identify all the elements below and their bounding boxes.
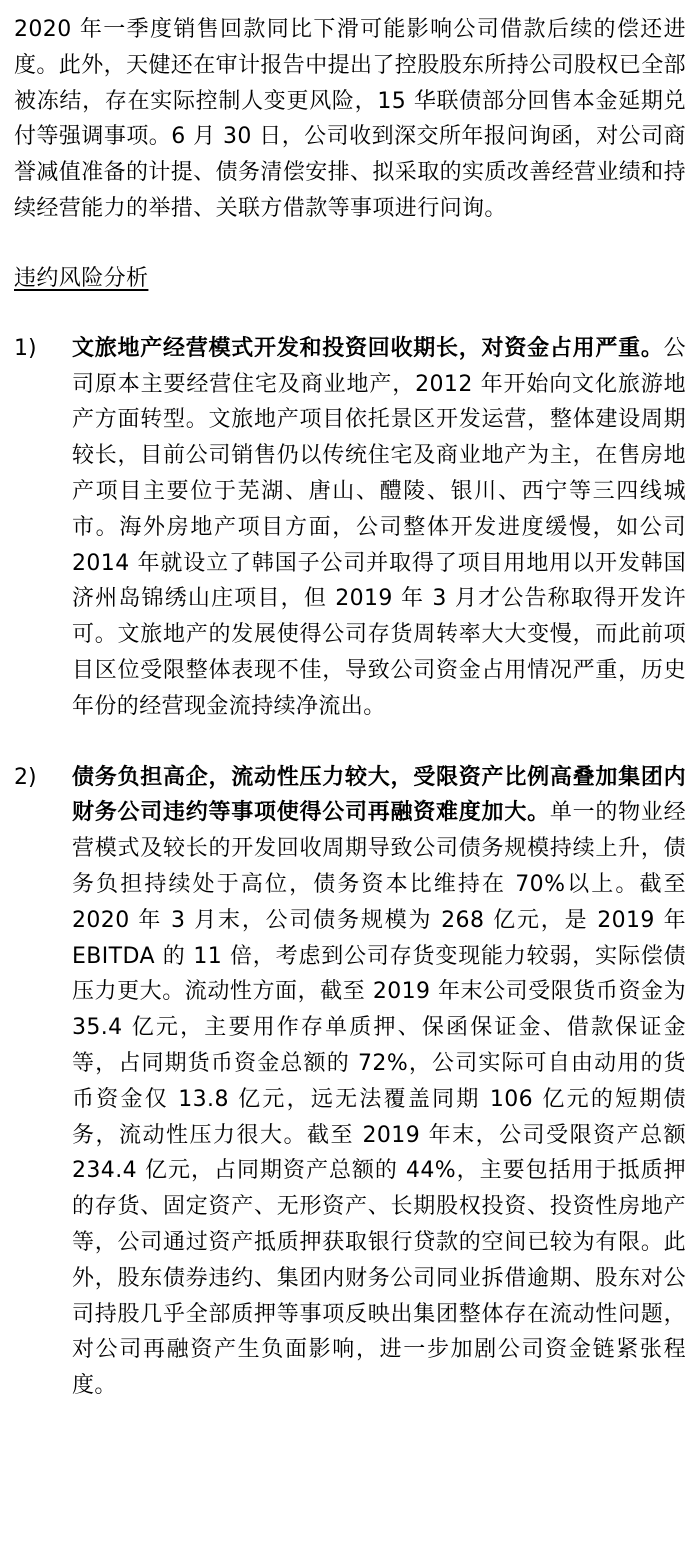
list-item bbox=[14, 331, 686, 725]
list-item-number: 1) bbox=[14, 335, 37, 361]
risk-list bbox=[14, 331, 686, 1404]
intro-paragraph: 2020 年一季度销售回款同比下滑可能影响公司借款后续的偿还进度。此外，天健还在审计报告中提出了控股股东所持公司股权已全部被冻结，存在实际控制人变更风险，15 华联债部分回售本金延期兑付等强调事项。6 月 30 日，公司收到深交所年报问询函，对公司商誉减值准备的计提、债务清偿安排、拟采取的实质改善经营业绩和持续经营能力的举措、关联方借款等事项进行问询。 bbox=[14, 17, 687, 221]
list-item-lead: 债务负担高企，流动性压力较大，受限资产比例高叠加集团内财务公司违约等事项使得公司再融资难度加大。 bbox=[72, 764, 686, 826]
list-item-lead: 文旅地产经营模式开发和投资回收期长，对资金占用严重。 bbox=[72, 335, 664, 361]
section-heading: 违约风险分析 bbox=[14, 265, 149, 291]
document-page bbox=[14, 12, 686, 1439]
list-item-text: 公司原本主要经营住宅及商业地产，2012 年开始向文化旅游地产方面转型。文旅地产项目依托景区开发运营，整体建设周期较长，目前公司销售仍以传统住宅及商业地产为主，在售房地产项目主要位于芜湖、唐山、醴陵、银川、西宁等三四线城市。海外房地产项目方面，公司整体开发进度缓慢，如公司 2014 年就设立了韩国子公司并取得了项目用地用以开发韩国济州岛锦绣山庄项目，但 2019 年 3 月才公告称取得开发许可。文旅地产的发展使得公司存货周转率大大变慢，而此前项目区位受限整体表现不佳，导致公司资金占用情况严重，历史年份的经营现金流持续净流出。 bbox=[72, 335, 686, 719]
list-item bbox=[14, 760, 686, 1404]
list-item-number: 2) bbox=[14, 764, 37, 790]
list-item-text: 单一的物业经营模式及较长的开发回收周期导致公司债务规模持续上升，债务负担持续处于高位，债务资本比维持在 70%以上。截至 2020 年 3 月末，公司债务规模为 268 亿元，是 2019 年 EBITDA 的 11 倍，考虑到公司存货变现能力较弱，实际偿债压力更大。流动性方面，截至 2019 年末公司受限货币资金为 35.4 亿元，主要用作存单质押、保函保证金、借款保证金等，占同期货币资金总额的 72%，公司实际可自由动用的货币资金仅 13.8 亿元，远无法覆盖同期 106 亿元的短期债务，流动性压力很大。截至 2019 年末，公司受限资产总额 234.4 亿元，占同期资产总额的 44%，主要包括用于抵质押的存货、固定资产、无形资产、长期股权投资、投资性房地产等，公司通过资产抵质押获取银行贷款的空间已较为有限。此外，股东债券违约、集团内财务公司同业拆借逾期、股东对公司持股几乎全部质押等事项反映出集团整体存在流动性问题，对公司再融资产生负面影响，进一步加剧公司资金链紧张程度。 bbox=[72, 800, 686, 1399]
list-item-body bbox=[72, 331, 686, 725]
list-item-body bbox=[72, 760, 686, 1404]
